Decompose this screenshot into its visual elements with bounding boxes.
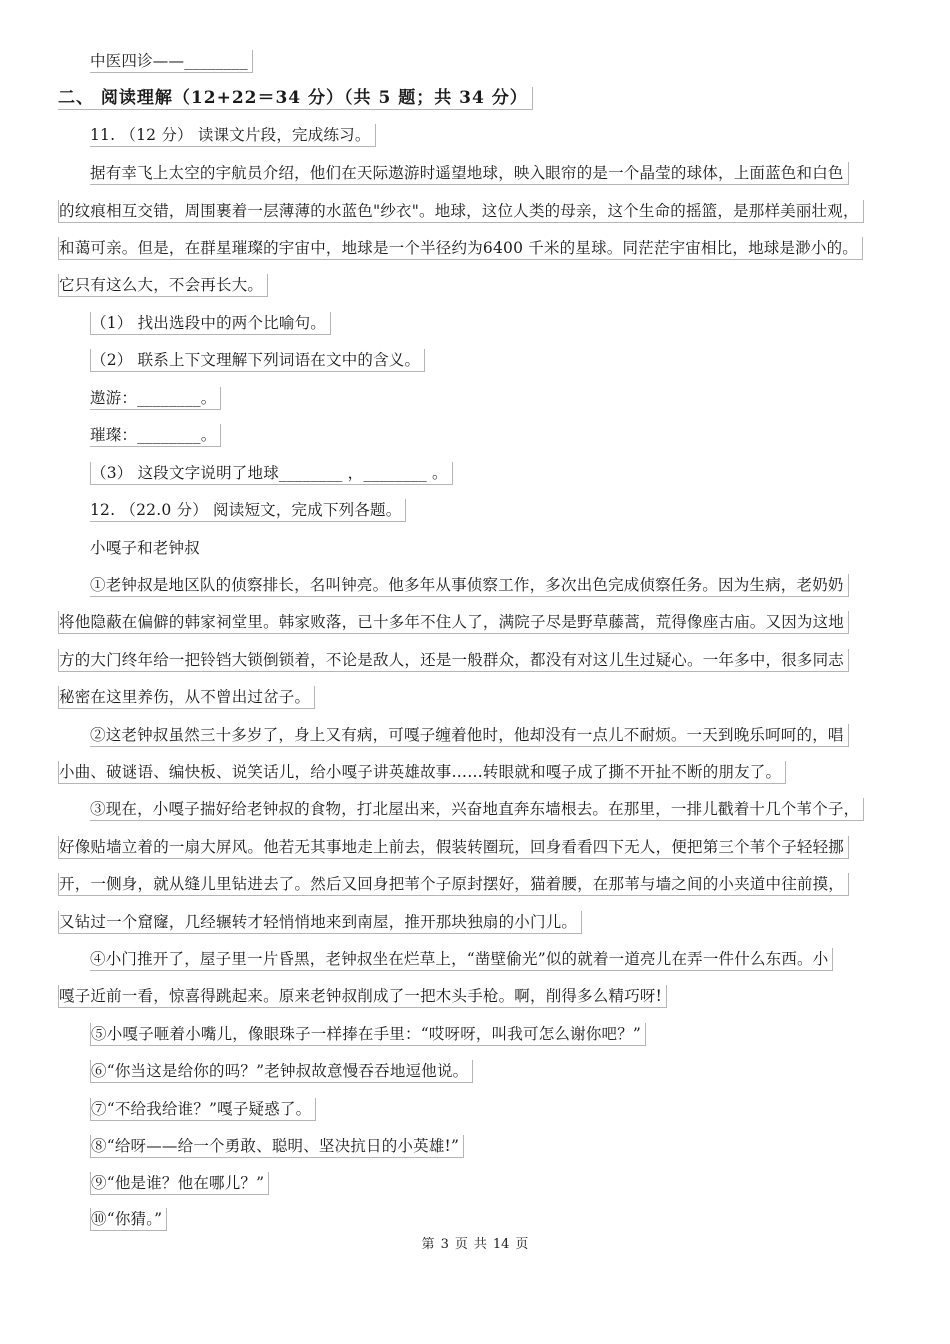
diagnosis-line — [90, 50, 253, 73]
story-paragraph-line: ③现在，小嘎子揣好给老钟叔的食物，打北屋出来，兴奋地直奔东墙根去。在那里，一排儿戳着十几个苇个子， — [90, 798, 864, 821]
q11-sub1: （1） 找出选段中的两个比喻句。 — [90, 312, 331, 335]
q11-passage-line: 的纹痕相互交错，周围裹着一层薄薄的水蓝色"纱衣"。地球，这位人类的母亲，这个生命的摇篮，是那样美丽壮观， — [58, 200, 864, 223]
q11-header: 11. （12 分） 读课文片段，完成练习。 — [90, 124, 376, 147]
story-paragraph-line: 开，一侧身，就从缝儿里钻进去了。然后又回身把苇个子原封摆好，猫着腰，在那苇与墙之间的小夹道中往前摸， — [58, 873, 849, 896]
story-title: 小嘎子和老钟叔 — [90, 539, 200, 557]
story-paragraph-line: 秘密在这里养伤，从不曾出过岔子。 — [58, 686, 315, 709]
footer-page-label: 第 — [421, 1237, 435, 1252]
story-paragraph-line: 又钻过一个窟窿，几经辗转才轻悄悄地来到南屋，推开那块独扇的小门儿。 — [58, 911, 582, 934]
q11-passage-line: 和蔼可亲。但是，在群星璀璨的宇宙中，地球是一个半径约为6400 千米的星球。同茫茫宇宙相比，地球是渺小的。 — [58, 237, 863, 260]
story-paragraph-line: ⑦“不给我给谁？”嘎子疑惑了。 — [90, 1098, 316, 1121]
page-footer — [0, 1236, 950, 1254]
footer-page-unit: 页 — [454, 1237, 468, 1252]
q11-sub3: （3） 这段文字说明了地球________ ，________ 。 — [90, 462, 453, 485]
story-paragraph-line: ⑥“你当这是给你的吗？”老钟叔故意慢吞吞地逗他说。 — [90, 1060, 473, 1083]
q12-header: 12. （22.0 分） 阅读短文，完成下列各题。 — [90, 499, 406, 522]
story-paragraph-line: 小曲、破谜语、编快板、说笑话儿，给小嘎子讲英雄故事……转眼就和嘎子成了撕不开扯不断的朋友了。 — [58, 761, 786, 784]
story-paragraph-line: 好像贴墙立着的一扇大屏风。他若无其事地走上前去，假装转圈玩，回身看看四下无人，便把第三个苇个子轻轻挪 — [58, 836, 849, 859]
diagnosis-prefix: 中医四诊—— — [90, 52, 185, 70]
footer-current-page: 3 — [440, 1237, 449, 1252]
footer-total-unit: 页 — [515, 1237, 529, 1252]
story-paragraph-line: ⑤小嘎子咂着小嘴儿，像眼珠子一样捧在手里：“哎呀呀，叫我可怎么谢你吧？” — [90, 1023, 646, 1046]
story-paragraph-line: ④小门推开了，屋子里一片昏黑，老钟叔坐在烂草上，“凿壁偷光”似的就着一道亮儿在弄一件什么东西。小 — [90, 948, 833, 971]
footer-total-label: 共 — [473, 1237, 487, 1252]
story-paragraph-line: 将他隐蔽在偏僻的韩家祠堂里。韩家败落，已十多年不住人了，满院子尽是野草藤蒿，荒得像座古庙。又因为这地 — [58, 611, 849, 634]
q11-sub2: （2） 联系上下文理解下列词语在文中的含义。 — [90, 349, 425, 372]
q11-passage-line: 据有幸飞上太空的宇航员介绍，他们在天际遨游时遥望地球，映入眼帘的是一个晶莹的球体，上面蓝色和白色 — [90, 162, 849, 185]
q11-passage-line: 它只有这么大，不会再长大。 — [58, 274, 268, 297]
story-paragraph-line: ①老钟叔是地区队的侦察排长，名叫钟亮。他多年从事侦察工作，多次出色完成侦察任务。因为生病，老奶奶 — [90, 574, 849, 597]
story-paragraph-line: 嘎子近前一看，惊喜得跳起来。原来老钟叔削成了一把木头手枪。啊，削得多么精巧呀! — [58, 985, 667, 1008]
story-paragraph-line: 方的大门终年给一把铃铛大锁倒锁着，不论是敌人，还是一般群众，都没有对这儿生过疑心。一年多中，很多同志 — [58, 649, 849, 672]
story-paragraph-line: ②这老钟叔虽然三十多岁了，身上又有病，可嘎子缠着他时，他却没有一点儿不耐烦。一天到晚乐呵呵的，唱 — [90, 724, 849, 747]
diagnosis-blank: ________ — [184, 52, 248, 70]
footer-total-pages: 14 — [492, 1237, 510, 1252]
section-heading: 二、 阅读理解（12+22＝34 分）（共 5 题；共 34 分） — [58, 87, 533, 110]
story-paragraph-line: ⑨“他是谁？他在哪儿？” — [90, 1172, 269, 1195]
story-paragraph-line: ⑧“给呀——给一个勇敢、聪明、坚决抗日的小英雄!” — [90, 1135, 464, 1158]
q11-word2: 璀璨：________。 — [90, 424, 221, 447]
story-paragraph-line: ⑩“你猜。” — [90, 1208, 167, 1231]
q11-word1: 遨游：________。 — [90, 387, 221, 410]
